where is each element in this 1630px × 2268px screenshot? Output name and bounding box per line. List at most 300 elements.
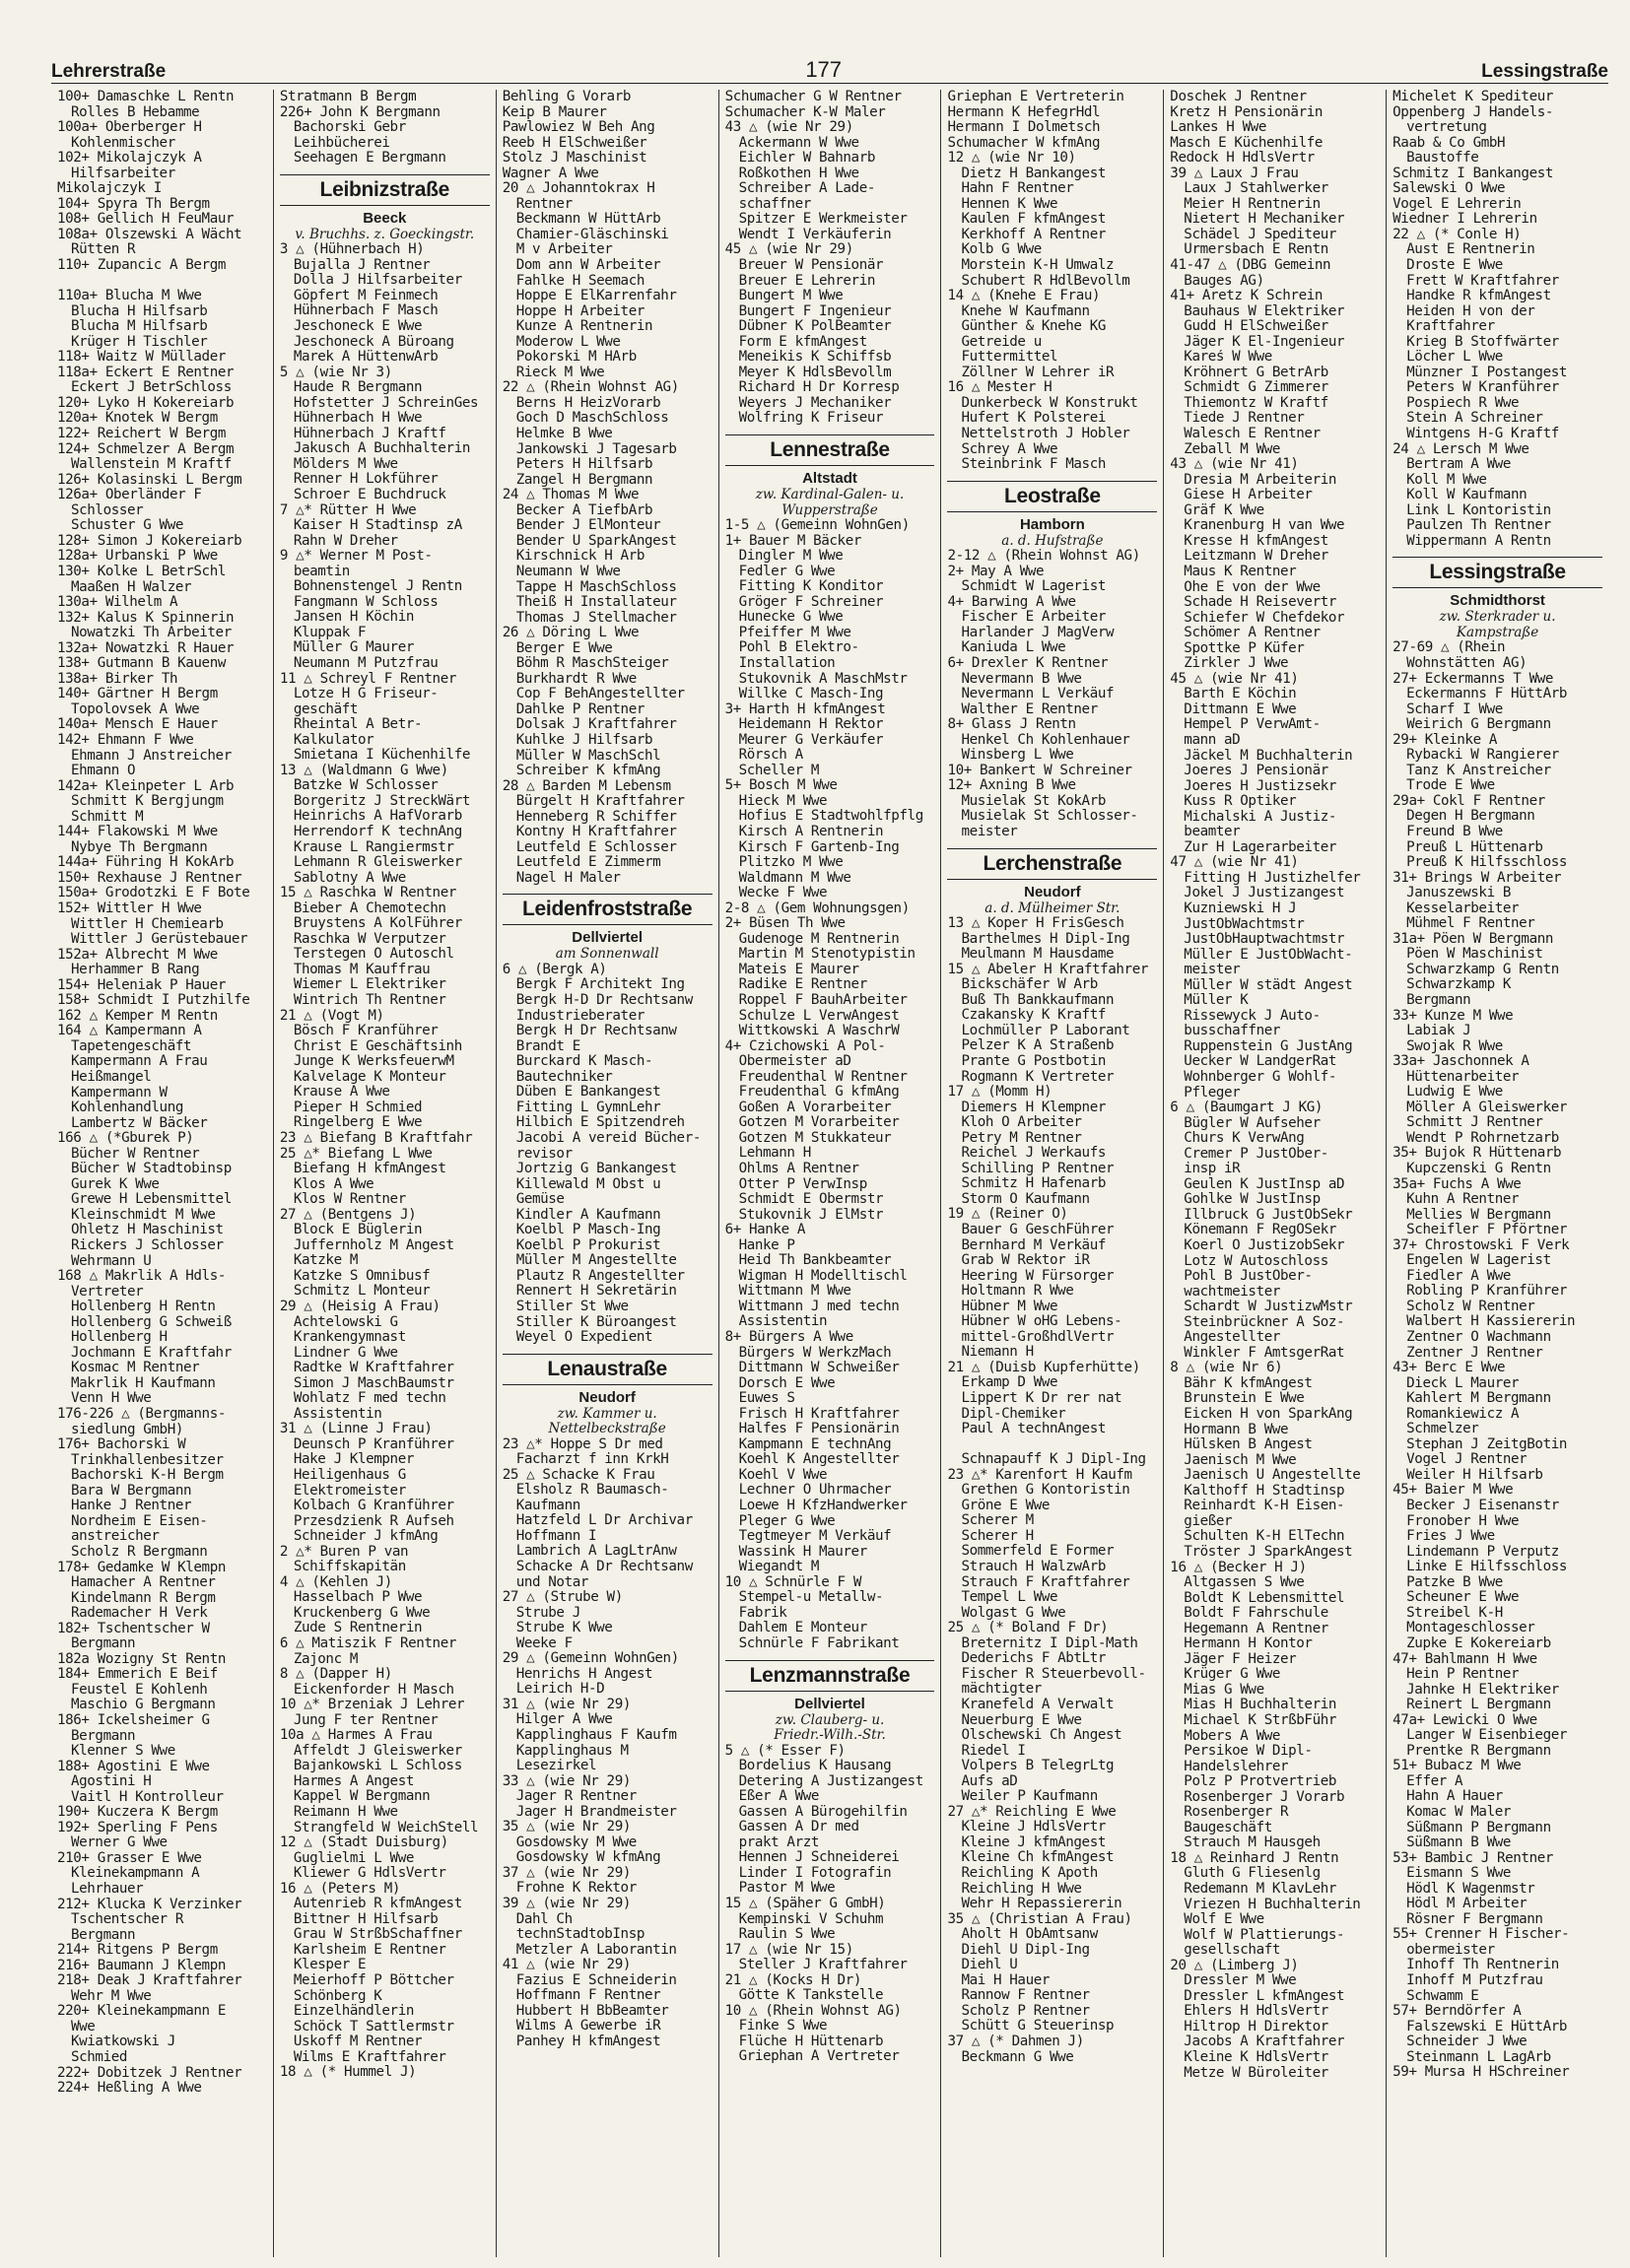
directory-entry: Raab & Co GmbH	[1392, 135, 1506, 151]
page-header	[51, 47, 1608, 84]
directory-entry: 6 △ Matiszik F Rentner	[279, 1636, 456, 1651]
directory-entry: Kleine J kfmAngest	[961, 1834, 1106, 1850]
directory-entry: Kapplinghaus M	[515, 1743, 629, 1759]
directory-entry: 218+ Deak J Kraftfahrer	[57, 1973, 242, 1989]
directory-entry: Nowatzki Th Arbeiter	[71, 626, 232, 641]
directory-entry: Dederichs F AbtLtr	[961, 1651, 1106, 1667]
directory-entry: 4 △ (Kehlen J)	[279, 1574, 392, 1590]
directory-entry: Vaitl H Kontrolleur	[71, 1789, 224, 1805]
street-location: zw. Kammer u.	[557, 1405, 657, 1422]
directory-entry: gießer	[1184, 1513, 1233, 1529]
directory-entry: 27 △* Reichling E Wwe	[947, 1804, 1117, 1820]
directory-entry: Installation	[738, 655, 836, 671]
directory-entry: Grewe H Lebensmittel	[71, 1192, 232, 1208]
directory-entry: Rütten R	[71, 242, 136, 258]
directory-entry: Kirsch F Gartenb-Ing	[738, 839, 900, 855]
directory-entry: Kahlert M Bergmann	[1406, 1391, 1551, 1407]
directory-entry: Rahn W Dreher	[293, 533, 398, 549]
directory-entry: Zöllner W Lehrer iR	[961, 365, 1115, 380]
directory-entry: Maaßen H Walzer	[71, 579, 192, 595]
street-heading: Lerchenstraße	[947, 848, 1157, 880]
directory-entry: Strauch F Kraftfahrer	[961, 1574, 1130, 1590]
directory-entry: Stukovnik A MaschMstr	[738, 671, 908, 687]
street-location: a. d. Mülheimer Str.	[985, 900, 1121, 916]
directory-entry: Komac W Maler	[1406, 1804, 1511, 1820]
directory-entry: 120a+ Knotek W Bergm	[57, 411, 218, 427]
directory-entry: Dressler L kfmAngest	[1184, 1988, 1345, 2004]
directory-entry: Stein A Schreiner	[1406, 411, 1543, 427]
directory-entry: Scharf I Wwe	[1406, 701, 1503, 717]
directory-entry: Venn H Wwe	[71, 1391, 152, 1407]
directory-entry: 130a+ Wilhelm A	[57, 595, 178, 611]
directory-entry: Kleine J HdlsVertr	[961, 1820, 1106, 1835]
directory-entry: 24 △ Thomas M Wwe	[502, 488, 640, 503]
directory-entry: 142a+ Kleinpeter L Arb	[57, 778, 235, 794]
directory-entry: Dübner K PolBeamter	[738, 319, 892, 335]
directory-entry: Strauch M Hausgeh	[1184, 1835, 1321, 1851]
directory-entry: Schwarzkamp K	[1406, 977, 1511, 993]
directory-entry: Linder I Fotografin	[738, 1865, 892, 1881]
directory-entry: 190+ Kuczera K Bergm	[57, 1805, 218, 1821]
directory-entry: Wilms A Gewerbe iR	[515, 2019, 661, 2035]
directory-entry: Bohnenstengel J Rentn	[293, 579, 462, 595]
directory-entry: Mellies W Bergmann	[1406, 1207, 1551, 1223]
directory-entry: Jansen H Köchin	[293, 610, 414, 626]
directory-entry: Gotzen M Vorarbeiter	[738, 1115, 900, 1131]
directory-entry: Burkhardt R Wwe	[515, 671, 637, 687]
directory-entry: Meneikis K Schiffsb	[738, 350, 892, 366]
directory-entry: Stephan J ZeitgBotin	[1406, 1436, 1567, 1452]
directory-entry: 37 △ (* Dahmen J)	[947, 2034, 1084, 2049]
directory-entry: Dahlke P Rentner	[515, 701, 645, 717]
directory-entry: Dolsak J Kraftfahrer	[515, 717, 677, 733]
directory-entry: 33a+ Jaschonnek A	[1392, 1054, 1529, 1070]
directory-entry: Stiller St Wwe	[515, 1299, 629, 1314]
column-7	[1387, 90, 1608, 2257]
directory-entry: Tappe H MaschSchloss	[515, 579, 677, 595]
directory-entry: 152+ Wittler H Wwe	[57, 901, 202, 916]
directory-entry: Mai H Hauer	[961, 1972, 1050, 1988]
directory-entry: Nybye Th Bergmann	[71, 839, 208, 855]
directory-entry: Joeres H Justizsekr	[1184, 778, 1336, 794]
directory-entry: Frohne K Rektor	[515, 1881, 637, 1897]
page-number: 177	[805, 57, 843, 82]
directory-entry: 4+ Czichowski A Pol-	[724, 1038, 886, 1054]
directory-entry: Heinrichs A HafVorarb	[293, 809, 462, 825]
directory-entry: revisor	[515, 1146, 573, 1162]
directory-entry: 126+ Kolasinski L Bergm	[57, 472, 242, 488]
directory-entry: Kuss R Optiker	[1184, 794, 1297, 810]
directory-entry: Bürgelt H Kraftfahrer	[515, 794, 685, 810]
directory-entry: Gurek K Wwe	[71, 1176, 160, 1192]
directory-entry: Simon J MaschBaumstr	[293, 1375, 454, 1391]
directory-entry: 9 △* Werner M Post-	[279, 549, 433, 565]
directory-entry: Klenner S Wwe	[71, 1744, 175, 1760]
directory-entry: insp iR	[1184, 1162, 1241, 1177]
directory-entry: Rieck M Wwe	[515, 365, 605, 380]
directory-entry: Schmitt K Bergjungm	[71, 794, 224, 810]
directory-entry: Griephan E Vertreterin	[947, 90, 1124, 104]
directory-entry: Reinhardt K-H Eisen-	[1184, 1499, 1345, 1514]
directory-entry: 128a+ Urbanski P Wwe	[57, 549, 218, 565]
directory-entry: Reichling K Apoth	[961, 1865, 1098, 1881]
directory-entry: Ohletz H Maschinist	[71, 1223, 224, 1238]
directory-entry: 2-12 △ (Rhein Wohnst AG)	[947, 549, 1140, 565]
directory-entry: Jaenisch U Angestellte	[1184, 1468, 1361, 1484]
directory-entry: Roppel F BauhArbeiter	[738, 992, 908, 1008]
directory-entry: Bautechniker	[515, 1069, 613, 1085]
directory-entry: 43 △ (wie Nr 41)	[1170, 457, 1299, 473]
directory-entry: Kohlenmischer	[71, 135, 175, 151]
directory-entry: 186+ Ickelsheimer G	[57, 1712, 210, 1728]
street-location: a. d. Hufstraße	[1001, 532, 1104, 549]
directory-entry: Uecker W LandgerRat	[1184, 1054, 1336, 1070]
directory-entry: Rybacki W Rangierer	[1406, 748, 1559, 764]
directory-entry: Kolb G Wwe	[961, 242, 1042, 258]
column-6	[1164, 90, 1387, 2257]
directory-entry: Ehmann J Anstreicher	[71, 748, 232, 764]
directory-entry: Wiegandt M	[738, 1560, 819, 1575]
directory-entry: Wohnstätten AG)	[1406, 655, 1528, 671]
directory-entry: Batzke W Schlosser	[293, 778, 439, 794]
directory-entry: Kampmann E technAng	[738, 1436, 892, 1452]
directory-entry: 110a+ Blucha M Wwe	[57, 289, 202, 304]
directory-entry: JustObHauptwachtmstr	[1184, 932, 1345, 948]
directory-entry: Bergk H-D Dr Rechtsanw	[515, 993, 693, 1009]
directory-entry: Halfes F Pensionärin	[738, 1422, 900, 1437]
column-3	[497, 90, 719, 2257]
directory-entry: Kaniuda L Wwe	[961, 640, 1066, 656]
directory-entry: Gosdowsky M Wwe	[515, 1834, 637, 1850]
directory-entry: Meier H Rentnerin	[1184, 196, 1321, 212]
directory-entry: Schmidt E Obermstr	[738, 1192, 884, 1208]
directory-entry: Hühnerbach H Wwe	[293, 411, 423, 427]
directory-entry: 182+ Tschentscher W	[57, 1621, 210, 1636]
directory-entry: Bürgers W WerkzMach	[738, 1345, 892, 1361]
directory-entry: 2+ May A Wwe	[947, 564, 1045, 579]
directory-entry: Scheifler F Pförtner	[1406, 1223, 1567, 1238]
directory-entry: 4+ Barwing A Wwe	[947, 594, 1076, 610]
directory-entry: Lesezirkel	[515, 1759, 597, 1774]
directory-entry: Kosmac M Rentner	[71, 1361, 200, 1376]
directory-entry: Schmitz H Hafenarb	[961, 1176, 1106, 1192]
directory-entry: Süßmann B Wwe	[1406, 1835, 1511, 1851]
directory-entry: Wilms E Kraftfahrer	[293, 2049, 446, 2065]
directory-entry: Futtermittel	[961, 350, 1058, 366]
directory-entry: Bachorski Gebr	[293, 120, 406, 136]
directory-entry: Heering W Fürsorger	[961, 1268, 1115, 1284]
directory-entry: Kliewer G HdlsVertr	[293, 1866, 446, 1882]
directory-entry: Ludwig E Wwe	[1406, 1085, 1503, 1101]
directory-entry: Hilbich E Spitzendreh	[515, 1115, 685, 1131]
directory-entry: Bujalla J Rentner	[293, 257, 431, 273]
directory-entry	[947, 1437, 1157, 1453]
directory-entry: Kapplinghaus F Kaufm	[515, 1728, 677, 1743]
directory-entry: Rennert H Sekretärin	[515, 1284, 677, 1300]
directory-entry: 1-5 △ (Gemeinn WohnGen)	[724, 518, 910, 534]
directory-entry: Wagner A Wwe	[502, 166, 599, 181]
directory-entry: Ackermann W Wwe	[738, 135, 859, 151]
directory-entry: Eichler W Bahnarb	[738, 151, 875, 167]
directory-entry: 13 △ (Waldmann G Wwe)	[279, 763, 448, 778]
directory-entry: Vriezen H Buchhalterin	[1184, 1897, 1361, 1912]
directory-entry: Hofius E Stadtwohlfpflg	[738, 809, 923, 825]
directory-entry: Fangmann W Schloss	[293, 594, 439, 610]
directory-entry: 226+ John K Bergmann	[279, 104, 441, 120]
directory-entry: Ohe E von der Wwe	[1184, 579, 1321, 595]
directory-entry: 210+ Grasser E Wwe	[57, 1850, 202, 1866]
directory-entry: Jahnke H Elektriker	[1406, 1682, 1559, 1698]
directory-entry: Krankengymnast	[293, 1330, 406, 1346]
directory-entry: 1+ Bauer M Bäcker	[724, 533, 861, 549]
directory-entry: 35 △ (wie Nr 29)	[502, 1820, 631, 1835]
directory-entry: und Notar	[515, 1574, 588, 1590]
directory-entry: Goch D MaschSchloss	[515, 411, 669, 427]
directory-entry: 35+ Bujok R Hüttenarb	[1392, 1146, 1562, 1162]
directory-entry: 20 △ Johanntokrax H	[502, 181, 655, 197]
directory-entry: Jochmann E Kraftfahr	[71, 1345, 232, 1361]
directory-entry: Katzke S Omnibusf	[293, 1268, 431, 1284]
directory-entry: Schlosser	[71, 502, 144, 518]
directory-entry: Müller W MaschSchl	[515, 748, 661, 764]
directory-entry: Nettelstroth J Hobler	[961, 427, 1130, 442]
directory-entry: Morstein K-H Umwalz	[961, 258, 1115, 274]
directory-entry: Strube J	[515, 1605, 580, 1621]
directory-entry: 41 △ (wie Nr 29)	[502, 1958, 631, 1973]
directory-entry: Kaufmann	[515, 1498, 580, 1513]
directory-entry: Berns H HeizVorarb	[515, 395, 661, 411]
directory-entry: Wehrmann U	[71, 1253, 152, 1269]
directory-entry: 140a+ Mensch E Hauer	[57, 717, 218, 733]
directory-entry: Preuß L Hüttenarb	[1406, 839, 1543, 855]
directory-entry: 24 △ Lersch M Wwe	[1392, 441, 1529, 457]
directory-entry: Schnürle F Fabrikant	[738, 1635, 900, 1651]
directory-entry: Kareś W Wwe	[1184, 350, 1272, 366]
directory-entry: JustObWachtmstr	[1184, 916, 1305, 932]
directory-entry: Hollenberg H	[71, 1330, 168, 1346]
directory-entry: Kerkhoff A Rentner	[961, 227, 1106, 242]
directory-entry: Grethen G Kontoristin	[961, 1483, 1130, 1499]
directory-entry: Freudenthal W Rentner	[738, 1069, 908, 1085]
directory-entry: Hormann B Wwe	[1184, 1422, 1289, 1437]
directory-entry: Rolles B Hebamme	[71, 104, 200, 120]
directory-entry: Bender U SparkAngest	[515, 533, 677, 549]
directory-entry: Wittler H Chemiearb	[71, 916, 224, 932]
directory-entry: Musielak St Schlosser-	[961, 809, 1138, 825]
directory-entry: 16 △ Mester H	[947, 380, 1053, 396]
directory-entry: Weirich G Bergmann	[1406, 717, 1551, 733]
directory-entry: Bender J ElMonteur	[515, 518, 661, 534]
directory-entry: Scholz P Rentner	[961, 2003, 1090, 2019]
district-name: Schmidthorst	[1450, 592, 1545, 610]
directory-entry: Zupke E Kokereiarb	[1406, 1635, 1551, 1651]
directory-entry: 43 △ (wie Nr 29)	[724, 120, 853, 136]
directory-entry: Heidemann H Rektor	[738, 717, 884, 733]
directory-entry: Romankiewicz A	[1406, 1406, 1520, 1422]
directory-entry: Smietana I Küchenhilfe	[293, 748, 470, 764]
directory-entry: Jacobi A vereid Bücher-	[515, 1130, 701, 1146]
directory-entry: 3 △ (Hühnerbach H)	[279, 242, 425, 258]
directory-entry: Heiligenhaus G	[293, 1467, 406, 1483]
directory-entry: Deunsch P Kranführer	[293, 1436, 454, 1452]
directory-entry: Kruckenberg G Wwe	[293, 1605, 431, 1621]
directory-entry: Dittmann E Wwe	[1184, 701, 1297, 717]
directory-entry: Kleine K HdlsVertr	[1184, 2050, 1328, 2065]
directory-entry: Januszewski B	[1406, 886, 1511, 901]
directory-entry: Hermann I Dolmetsch	[947, 120, 1101, 136]
directory-entry: Tempel L Wwe	[961, 1590, 1058, 1606]
directory-entry: 45+ Baier M Wwe	[1392, 1483, 1514, 1499]
directory-entry: Spottke P Küfer	[1184, 640, 1305, 656]
directory-entry: Leirich H-D	[515, 1682, 605, 1698]
directory-entry: Könemann F RegOSekr	[1184, 1223, 1336, 1238]
street-heading: Lessingstraße	[1392, 557, 1602, 588]
street-location: am Sonnenwall	[555, 946, 659, 963]
directory-entry: 47a+ Lewicki O Wwe	[1392, 1712, 1537, 1728]
directory-entry: Scheller M	[738, 763, 819, 778]
directory-entry: Koelbl P Prokurist	[515, 1237, 661, 1253]
directory-entry: Müller E JustObWacht-	[1184, 947, 1353, 963]
directory-entry: Weyel O Expedient	[515, 1330, 653, 1346]
directory-entry: geschäft	[293, 701, 358, 717]
directory-entry: Mobers A Wwe	[1184, 1728, 1280, 1744]
directory-entry: Bachorski K-H Bergm	[71, 1468, 224, 1484]
column-1	[51, 90, 274, 2257]
directory-entry: Fischer R Steuerbevoll-	[961, 1666, 1146, 1682]
directory-entry: Götte K Tankstelle	[738, 1988, 884, 2004]
directory-entry: Dieck L Maurer	[1406, 1375, 1520, 1391]
directory-entry: Meierhoff P Böttcher	[293, 1973, 454, 1989]
directory-entry: Klos A Wwe	[293, 1176, 374, 1192]
directory-entry: mittel-GroßhdlVertr	[961, 1329, 1115, 1345]
directory-entry: Wiemer L Elektriker	[293, 977, 446, 993]
directory-entry: Fries J Wwe	[1406, 1529, 1495, 1545]
directory-entry: Persikoe W Dipl-	[1184, 1744, 1313, 1760]
directory-entry: Schade H Reisevertr	[1184, 595, 1336, 611]
directory-entry: 13 △ Koper H FrisGesch	[947, 916, 1124, 932]
directory-entry: 21 △ (Vogt M)	[279, 1008, 384, 1024]
street-heading: Lenaustraße	[503, 1354, 713, 1385]
directory-entry: Panhey H kfmAngest	[515, 2034, 661, 2049]
directory-entry: Inhoff Th Rentnerin	[1406, 1958, 1559, 1973]
directory-entry: Metzler A Laborantin	[515, 1942, 677, 1958]
directory-entry: 104+ Spyra Th Bergm	[57, 196, 210, 212]
district-name: Hamborn	[1019, 515, 1085, 533]
directory-entry: Meurer G Verkäufer	[738, 732, 884, 748]
directory-entry: 158+ Schmidt I Putzhilfe	[57, 993, 250, 1009]
directory-entry: Hoppe E ElKarrenfahr	[515, 289, 677, 304]
directory-entry: Hegemann A Rentner	[1184, 1621, 1328, 1636]
directory-entry: 41-47 △ (DBG Gemeinn	[1170, 258, 1331, 274]
directory-entry: 144+ Flakowski M Wwe	[57, 825, 218, 840]
directory-entry: Robling P Kranführer	[1406, 1284, 1567, 1300]
directory-entry: Illbruck G JustObSekr	[1184, 1207, 1353, 1223]
directory-entry: Hermann H Kontor	[1184, 1636, 1313, 1652]
directory-entry: Müller G Maurer	[293, 640, 414, 656]
street-heading: Leostraße	[947, 481, 1157, 512]
directory-entry: Barthelmes H Dipl-Ing	[961, 931, 1130, 947]
directory-entry: Müller K	[1184, 993, 1249, 1009]
directory-entry: Cop F BehAngestellter	[515, 687, 685, 702]
directory-entry: 11 △ Schreyl F Rentner	[279, 671, 456, 687]
directory-entry: 188+ Agostini E Wwe	[57, 1759, 210, 1774]
directory-entry: Hake J Klempner	[293, 1452, 414, 1468]
directory-entry: Scheuner E Wwe	[1406, 1590, 1520, 1606]
directory-entry: Bergk F Architekt Ing	[515, 977, 685, 993]
directory-entry: Jakusch A Buchhalterin	[293, 441, 470, 457]
directory-entry: Gräf K Wwe	[1184, 502, 1264, 518]
directory-entry: Sommerfeld E Former	[961, 1544, 1115, 1560]
directory-entry: Flüche H Hüttenarb	[738, 2034, 884, 2049]
directory-entry: Wittmann M Wwe	[738, 1284, 851, 1300]
directory-entry: Hufert K Polsterei	[961, 411, 1106, 427]
directory-entry: Stempel-u Metallw-	[738, 1590, 884, 1606]
directory-entry: Wendt I Verkäuferin	[738, 227, 892, 242]
directory-entry: Dorsch E Wwe	[738, 1375, 836, 1391]
directory-entry: Fabrik	[738, 1605, 787, 1621]
directory-entry: technStadtobInsp	[515, 1927, 645, 1943]
directory-entry: Linke E Hilfsschloss	[1406, 1560, 1567, 1575]
directory-entry: Wigman H Modelltischl	[738, 1268, 908, 1284]
directory-entry: Wintgens H-G Kraftf	[1406, 427, 1559, 442]
directory-entry: 37+ Chrostowski F Verk	[1392, 1237, 1570, 1253]
directory-entry: 18 △ (* Hummel J)	[279, 2065, 417, 2081]
directory-entry: 27 △ (Bentgens J)	[279, 1207, 417, 1223]
directory-entry: Krüger H Tischler	[71, 334, 208, 350]
directory-entry: Haude R Bergmann	[293, 380, 423, 396]
directory-entry: Richard H Dr Korresp	[738, 380, 900, 396]
street-location: v. Bruchhs. z. Goeckingstr.	[295, 226, 475, 242]
directory-entry: 25 △ (* Boland F Dr)	[947, 1621, 1109, 1636]
directory-entry: meister	[961, 825, 1018, 840]
directory-entry: Gröne E Wwe	[961, 1498, 1050, 1513]
directory-entry: Storm O Kaufmann	[961, 1191, 1090, 1207]
directory-entry: Süßmann P Bergmann	[1406, 1820, 1551, 1835]
directory-entry: Killewald M Obst u	[515, 1176, 661, 1192]
directory-entry: Spitzer E Werkmeister	[738, 212, 908, 228]
directory-entry: Wwe	[71, 2019, 96, 2035]
directory-entry: Karlsheim E Rentner	[293, 1942, 446, 1958]
directory-entry: 2+ Büsen Th Wwe	[724, 916, 846, 932]
directory-entry: 6+ Drexler K Rentner	[947, 656, 1109, 671]
directory-entry: Henrichs H Angest	[515, 1666, 653, 1682]
directory-entry: Laux J Stahlwerker	[1184, 181, 1328, 197]
directory-entry: 220+ Kleinekampmann E	[57, 2004, 226, 2020]
directory-entry: Christ E Geschäftsinh	[293, 1038, 462, 1054]
directory-entry: Wehr H Repassiererin	[961, 1897, 1122, 1912]
directory-entry: Kontny H Kraftfahrer	[515, 825, 677, 840]
directory-entry: Bauer G GeschFührer	[961, 1223, 1115, 1237]
directory-entry: prakt Arzt	[738, 1834, 819, 1850]
directory-entry: Otter P VerwInsp	[738, 1176, 867, 1192]
directory-entry: 28 △ Barden M Lebensm	[502, 778, 671, 794]
directory-entry: Industrieberater	[515, 1008, 645, 1024]
directory-entry: 100a+ Oberberger H	[57, 120, 202, 136]
directory-entry: Kröhnert G BetrArb	[1184, 365, 1328, 380]
directory-entry: Einzelhändlerin	[293, 2004, 414, 2020]
directory-entry: Link L Kontoristin	[1406, 502, 1551, 518]
directory-entry: 224+ Heßling A Wwe	[57, 2081, 202, 2097]
directory-entry: Schmitt J Rentner	[1406, 1115, 1543, 1131]
directory-entry: Kunze A Rentnerin	[515, 319, 653, 335]
directory-entry: Finke S Wwe	[738, 2019, 828, 2035]
directory-entry: Pleger G Wwe	[738, 1513, 836, 1529]
directory-entry: Bergmann	[71, 1636, 136, 1652]
directory-entry: Hilger A Wwe	[515, 1712, 613, 1728]
directory-entry: Petry M Rentner	[961, 1130, 1082, 1146]
directory-entry: Kleinschmidt M Wwe	[71, 1207, 216, 1223]
directory-entry: Dahlem E Monteur	[738, 1621, 867, 1636]
